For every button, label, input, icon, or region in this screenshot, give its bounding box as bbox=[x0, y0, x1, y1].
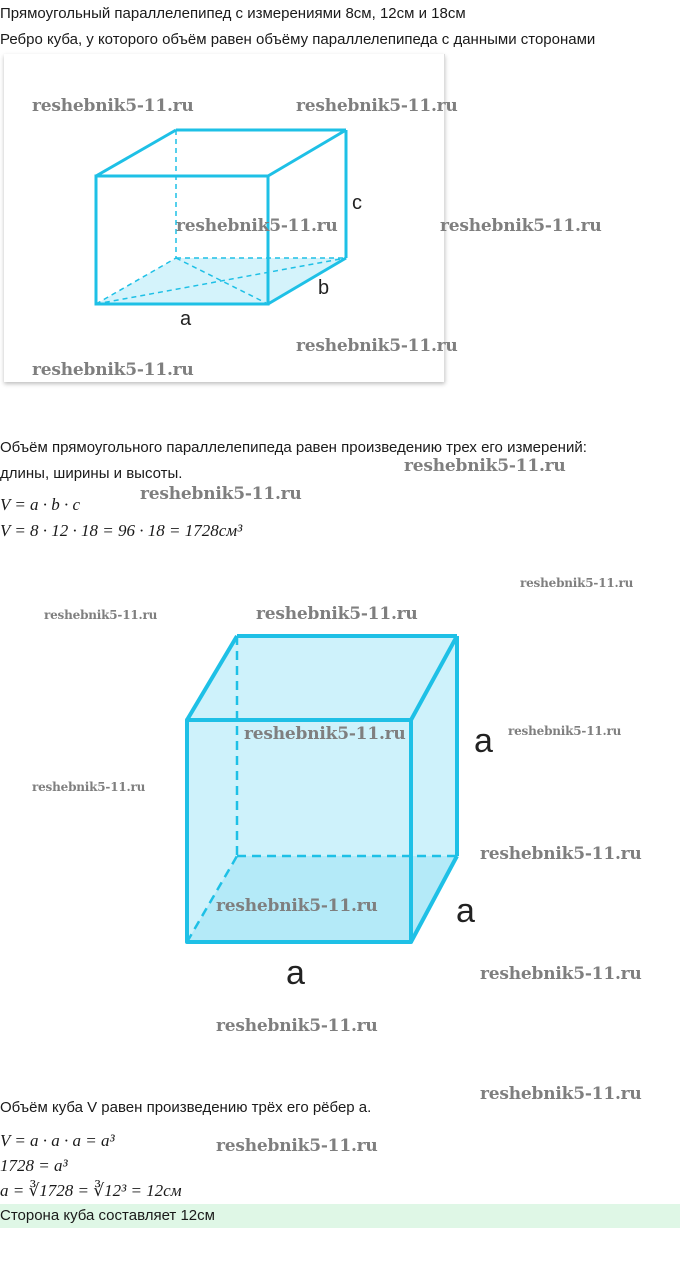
formula-volume-calculation: V = 8 · 12 · 18 = 96 · 18 = 1728см³ bbox=[0, 521, 243, 540]
watermark: reshebnik5-11.ru bbox=[296, 96, 458, 116]
watermark: reshebnik5-11.ru bbox=[216, 896, 378, 916]
watermark: reshebnik5-11.ru bbox=[404, 456, 566, 476]
watermark: reshebnik5-11.ru bbox=[256, 604, 418, 624]
formula-cube-equation: 1728 = a³ bbox=[0, 1156, 68, 1175]
watermark: reshebnik5-11.ru bbox=[32, 360, 194, 380]
watermark: reshebnik5-11.ru bbox=[480, 1084, 642, 1104]
label-c: c bbox=[352, 192, 362, 214]
watermark: reshebnik5-11.ru bbox=[520, 576, 634, 590]
formula-cube-edge: a = ∛1728 = ∛12³ = 12см bbox=[0, 1181, 182, 1200]
watermark: reshebnik5-11.ru bbox=[296, 336, 458, 356]
watermark: reshebnik5-11.ru bbox=[244, 724, 406, 744]
watermark: reshebnik5-11.ru bbox=[440, 216, 602, 236]
explanation-2-line-1: Объём куба V равен произведению трёх его рёбер a. bbox=[0, 1099, 372, 1116]
explanation-1-line-2: длины, ширины и высоты. bbox=[0, 465, 183, 482]
watermark: reshebnik5-11.ru bbox=[176, 216, 338, 236]
label-a: a bbox=[180, 308, 192, 330]
cube-label-depth: a bbox=[456, 892, 475, 930]
watermark: reshebnik5-11.ru bbox=[480, 964, 642, 984]
watermark: reshebnik5-11.ru bbox=[32, 96, 194, 116]
watermark: reshebnik5-11.ru bbox=[480, 844, 642, 864]
explanation-1-line-1: Объём прямоугольного параллелепипеда равен произведению трех его измерений: bbox=[0, 439, 587, 456]
watermark: reshebnik5-11.ru bbox=[508, 724, 622, 738]
formula-cube-volume: V = a · a · a = a³ bbox=[0, 1131, 115, 1150]
problem-line-1: Прямоугольный параллелепипед с измерениями 8см, 12см и 18см bbox=[0, 5, 466, 22]
formula-volume-parallelepiped: V = a · b · c bbox=[0, 495, 81, 514]
answer-text: Сторона куба составляет 12см bbox=[0, 1207, 215, 1224]
cube-label-width: a bbox=[286, 954, 305, 992]
watermark: reshebnik5-11.ru bbox=[216, 1016, 378, 1036]
watermark: reshebnik5-11.ru bbox=[44, 608, 158, 622]
answer-highlight bbox=[0, 1204, 680, 1228]
watermark: reshebnik5-11.ru bbox=[140, 484, 302, 504]
cube-label-height: a bbox=[474, 722, 493, 760]
problem-line-2: Ребро куба, у которого объём равен объёму параллелепипеда с данными сторонами bbox=[0, 31, 596, 48]
watermark: reshebnik5-11.ru bbox=[32, 780, 146, 794]
label-b: b bbox=[318, 277, 330, 299]
watermark: reshebnik5-11.ru bbox=[216, 1136, 378, 1156]
